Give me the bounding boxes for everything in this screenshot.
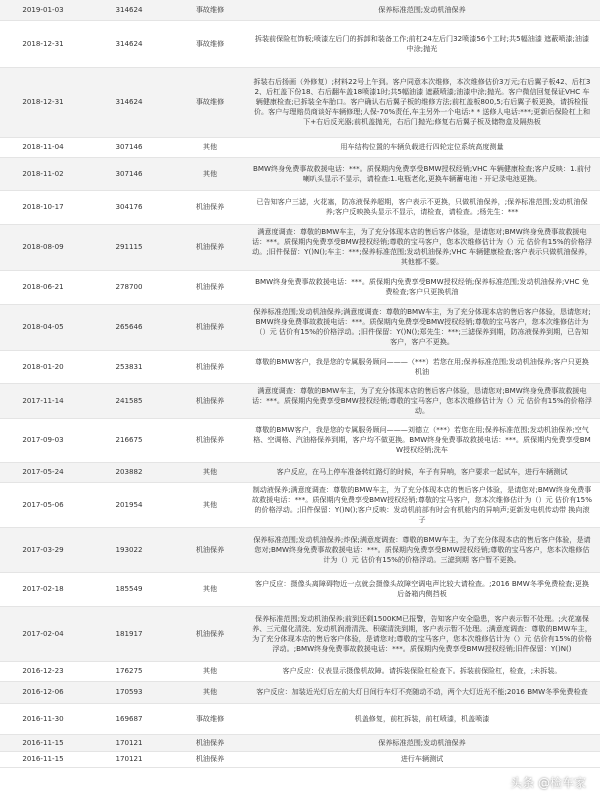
- record-description: 进行车辆测试: [248, 751, 600, 767]
- record-type: 机油保养: [172, 224, 248, 270]
- record-mileage: 170121: [86, 734, 172, 751]
- record-mileage: 170121: [86, 751, 172, 767]
- record-description: 保养标准范围;发动机油保养;满意度调查：尊敬的BMW车主，为了充分体现本店的售后客户体验，恳请您对;BMW终身免费事故救援电话：***。质保期内免费享受BMW授权经销;尊敬的宝马客户，您本次维修估计为（）元 估价有15%的价格浮动。;旧件保留：Y()N();郑先生：***;三滤保养到期，防冻液保养到期，已告知客户，客户不更换。: [248, 304, 600, 350]
- table-row: [0, 137, 600, 157]
- record-mileage: 291115: [86, 224, 172, 270]
- record-type: 机油保养: [172, 734, 248, 751]
- table-row: [0, 572, 600, 606]
- record-date: 2016-11-30: [0, 703, 86, 734]
- record-date: 2018-12-31: [0, 20, 86, 67]
- table-row: [0, 703, 600, 734]
- record-type: 其他: [172, 661, 248, 681]
- table-row: [0, 527, 600, 572]
- record-date: 2017-05-06: [0, 482, 86, 527]
- record-date: 2018-06-21: [0, 270, 86, 304]
- table-row: [0, 661, 600, 681]
- record-date: 2016-12-06: [0, 681, 86, 703]
- record-description: BMW终身免费事故救援电话：***。质保期内免费享受BMW授权经销;VHC 车辆健康检查;客户反映：1.前付喇叭头显示不显示，请检查:1.电瓶老化,更换车辆蓄电池 - 开记录电池更换。: [248, 157, 600, 190]
- table-row: [0, 734, 600, 751]
- record-mileage: 314624: [86, 20, 172, 67]
- record-date: 2017-05-24: [0, 462, 86, 482]
- table-row: [0, 350, 600, 383]
- table-row: [0, 462, 600, 482]
- record-type: 其他: [172, 572, 248, 606]
- record-mileage: 314624: [86, 67, 172, 137]
- record-type: 其他: [172, 681, 248, 703]
- record-type: 事故维修: [172, 703, 248, 734]
- record-date: 2018-01-20: [0, 350, 86, 383]
- table-row: [0, 482, 600, 527]
- table-row: [0, 157, 600, 190]
- record-mileage: 185549: [86, 572, 172, 606]
- table-row: [0, 224, 600, 270]
- record-date: 2018-08-09: [0, 224, 86, 270]
- record-description: 客户反应：摄像头离障碍物近一点就会摄像头故障空调电声比较大请检查。;2016 BMW冬季免费检查;更换后备箱内侧挡板: [248, 572, 600, 606]
- record-mileage: 203882: [86, 462, 172, 482]
- record-mileage: 307146: [86, 137, 172, 157]
- record-description: 客户反应：加装近光灯后左前大灯日间行车灯不亮随动不动，两个大灯近光不能;2016 BMW冬季免费检查: [248, 681, 600, 703]
- table-row: [0, 751, 600, 767]
- record-date: 2016-12-23: [0, 661, 86, 681]
- record-mileage: 216675: [86, 418, 172, 462]
- record-description: BMW终身免费事故救援电话：***。质保期内免费享受BMW授权经销;保养标准范围;发动机油保养;VHC 免费检查;客户只更换机油: [248, 270, 600, 304]
- record-description: 制动液保养;满意度调查：尊敬的BMW车主，为了充分体现本店的售后客户体验，是请您对;BMW终身免费事故救援电话：***。质保期内免费享受BMW授权经销;尊敬的宝马客户，您本次维修估计为（）元 估价有15%的价格浮动。;旧件保留：Y()N();客户反映：发动机前部有时会有机舱内的异响声;更新发电机传动带 换向滚子: [248, 482, 600, 527]
- record-type: 其他: [172, 137, 248, 157]
- record-mileage: 307146: [86, 157, 172, 190]
- record-type: 机油保养: [172, 606, 248, 661]
- record-type: 机油保养: [172, 383, 248, 418]
- record-date: 2017-02-04: [0, 606, 86, 661]
- record-date: 2017-09-03: [0, 418, 86, 462]
- record-mileage: 170593: [86, 681, 172, 703]
- record-date: 2018-11-02: [0, 157, 86, 190]
- record-mileage: 253831: [86, 350, 172, 383]
- record-description: 保养标准范围;发动机油保养;前到还剩1500KM已报警，告知客户安全隐患，客户表示暂不处理。;火花塞保养、三元催化清洗、发动机润滑清洗、积碳清洗到期，客户表示暂不处理。;满意度调查：尊敬的BMW车主，为了充分体现本店的售后客户体验，是请您对;尊敬的宝马客户，您本次维修估计为（）元 估价有15%的价格浮动。;BMW终身免费事故救援电话：***。质保期内免费享受BMW授权经销;旧件保留：Y()N(): [248, 606, 600, 661]
- record-date: 2016-11-15: [0, 734, 86, 751]
- record-description: 尊敬的BMW客户，我是您的专属服务顾问———（***）若您在用;保养标准范围;发动机油保养;客户只更换机油: [248, 350, 600, 383]
- table-row: [0, 270, 600, 304]
- record-description: 机盖修复，前杠拆装，前杠喷漆，机盖喷漆: [248, 703, 600, 734]
- record-date: 2018-11-04: [0, 137, 86, 157]
- record-mileage: 181917: [86, 606, 172, 661]
- record-type: 机油保养: [172, 190, 248, 224]
- record-mileage: 176275: [86, 661, 172, 681]
- record-mileage: 314624: [86, 0, 172, 20]
- record-mileage: 241585: [86, 383, 172, 418]
- table-row: [0, 190, 600, 224]
- record-mileage: 278700: [86, 270, 172, 304]
- record-date: 2017-11-14: [0, 383, 86, 418]
- table-row: [0, 67, 600, 137]
- record-description: 用车结构位置的车辆负载进行四轮定位系统高度测量: [248, 137, 600, 157]
- record-type: 事故维修: [172, 67, 248, 137]
- table-row: [0, 20, 600, 67]
- record-date: 2018-12-31: [0, 67, 86, 137]
- toutiao-logo-icon: [492, 775, 506, 789]
- record-mileage: 304176: [86, 190, 172, 224]
- record-type: 机油保养: [172, 270, 248, 304]
- record-description: 拆装右后扬画（外修复）;材料22号上午到。客户同意本次维修，本次维修估价3万元;右后翼子板42、后杠32、后杠盖下份18、右后翻车盖18喷漆1时;共5幅油漆 遮蔽喷漆;油漆中涂;抛光。客户微信回复保证VHC 车辆健康检查;已拆装全车胎口。客户确认右后翼子板的维修方法;前杠盖板800,5;右后翼子板更换，请拆检报价。客户与理赔员商谈好车辆修理;人保-70%责任,车主另外一个电话:* * 送修人电话:***;更新后保险杠上和下+右后反光器;前机盖抛光，右后门抛光;修复右后翼子板及储物盒及隔热板: [248, 67, 600, 137]
- record-mileage: 169687: [86, 703, 172, 734]
- record-type: 其他: [172, 482, 248, 527]
- record-description: 满意度调查：尊敬的BMW车主，为了充分体现本店的售后客户体验，是请您对;BMW终身免费事故救援电话：***。质保期内免费享受BMW授权经销;尊敬的宝马客户，您本次维修估计为（）元 估价有15%的价格浮动。;旧件保留：Y()N();车主：***;保养标准范围;发动机油保养;VHC 车辆健康检查;客户表示只做机油保养，其他都不要。: [248, 224, 600, 270]
- table-row: [0, 304, 600, 350]
- record-description: 保养标准范围;发动机油保养;炸保;满意度调查：尊敬的BMW车主，为了充分体现本店的售后客户体验，是请您对;BMW终身免费事故救援电话：***。质保期内免费享受BMW授权经销;尊敬的宝马客户，您本次维修估计为（）元 估价有15%的价格浮动。三滤到期 客户暂不更换。: [248, 527, 600, 572]
- record-mileage: 265646: [86, 304, 172, 350]
- watermark-text: 头条 @检车家: [510, 775, 586, 790]
- record-type: 机油保养: [172, 418, 248, 462]
- record-description: 尊敬的BMW客户，我是您的专属服务顾问———刘德立（***）若您在用;保养标准范围;发动机油保养;空气格、空调格、汽油格保养到期，客户均不做更换。BMW终身免费事故救援电话：***。质保期内免费享受BMW授权经销;洗车: [248, 418, 600, 462]
- record-type: 事故维修: [172, 0, 248, 20]
- table-row: [0, 0, 600, 20]
- record-type: 机油保养: [172, 751, 248, 767]
- record-date: 2018-04-05: [0, 304, 86, 350]
- record-type: 事故维修: [172, 20, 248, 67]
- table-row: [0, 681, 600, 703]
- record-description: 拆装前保险杠饰板;喷漆左后门的拆卸和装备工作;前杠24左后门32喷漆56个工时;共5幅油漆 遮蔽喷漆;油漆中涂;抛光: [248, 20, 600, 67]
- record-date: 2017-03-29: [0, 527, 86, 572]
- record-description: 已告知客户三滤，火花塞，防冻液保养超期，客户表示不更换，只做机油保养，;保养标准范围;发动机油保养;客户反映换头显示不显示，请检查，请检查。;杨先生：***: [248, 190, 600, 224]
- record-date: 2019-01-03: [0, 0, 86, 20]
- record-description: 客户反应，在马上停车准备转红路灯的时候，车子有异响，客户要求一起试车，进行车辆测试: [248, 462, 600, 482]
- table-row: [0, 418, 600, 462]
- record-description: 保养标准范围;发动机油保养: [248, 0, 600, 20]
- record-type: 机油保养: [172, 350, 248, 383]
- record-type: 其他: [172, 462, 248, 482]
- record-date: 2016-11-15: [0, 751, 86, 767]
- record-date: 2018-10-17: [0, 190, 86, 224]
- record-mileage: 201954: [86, 482, 172, 527]
- table-row: [0, 606, 600, 661]
- record-date: 2017-02-18: [0, 572, 86, 606]
- record-description: 满意度调查：尊敬的BMW车主，为了充分体现本店的售后客户体验，恳请您对;BMW终身免费事故救援电话：***。质保期内免费享受BMW授权经销;尊敬的宝马客户，您本次维修估计为（）元 估价有15%的价格浮动。: [248, 383, 600, 418]
- watermark: [492, 773, 586, 791]
- record-mileage: 193022: [86, 527, 172, 572]
- record-type: 机油保养: [172, 304, 248, 350]
- record-description: 客户反应：仪表显示摄像机故障。请拆装保险杠检查下。拆装前保险杠，检查，;未拆装。: [248, 661, 600, 681]
- record-type: 其他: [172, 157, 248, 190]
- table-row: [0, 383, 600, 418]
- record-description: 保养标准范围;发动机油保养: [248, 734, 600, 751]
- record-type: 机油保养: [172, 527, 248, 572]
